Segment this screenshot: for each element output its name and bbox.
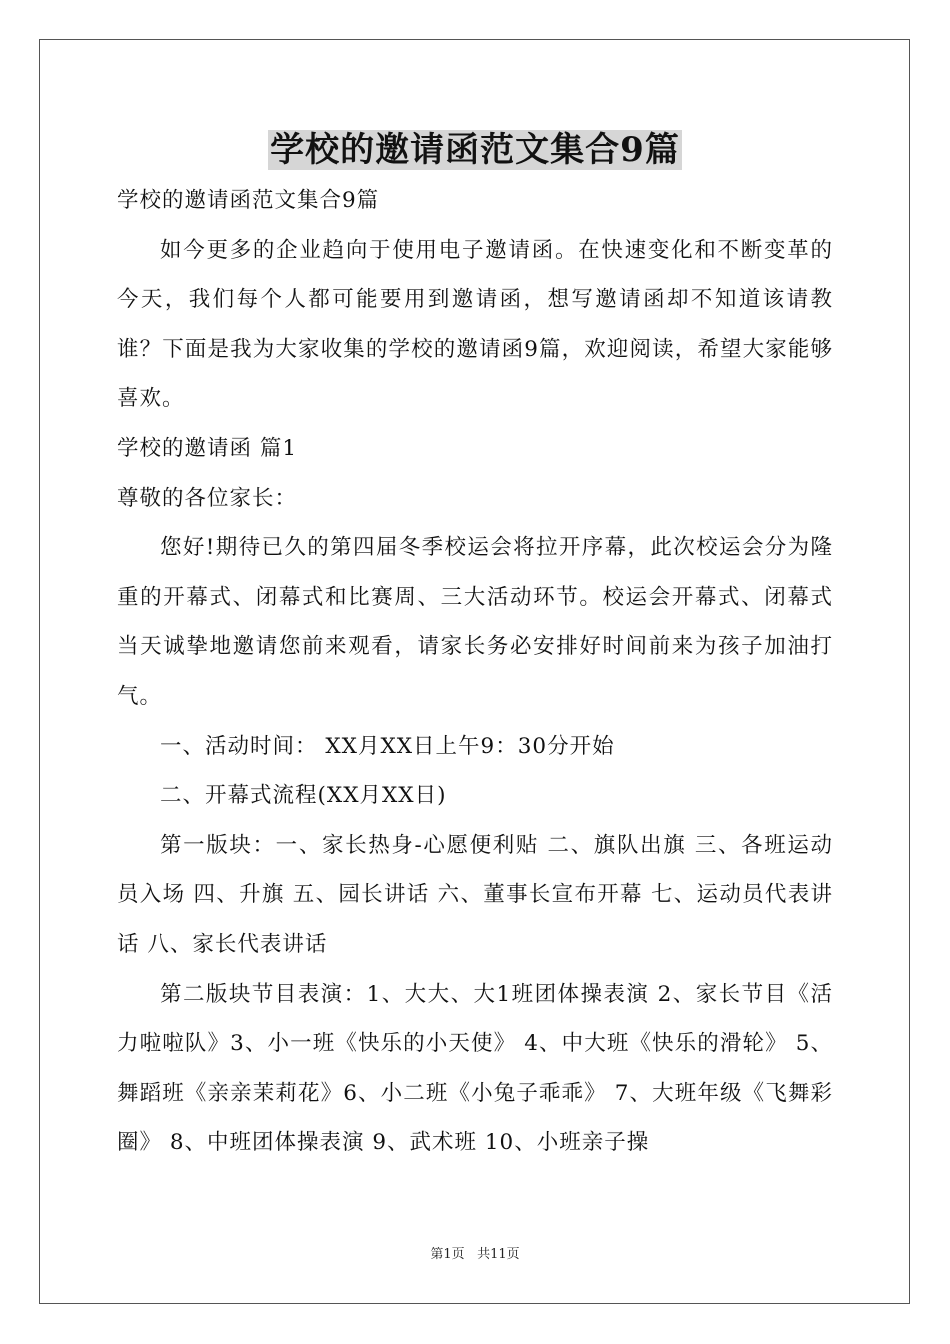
section-heading: 学校的邀请函 篇1 (117, 435, 298, 461)
salutation: 尊敬的各位家长： (117, 485, 298, 511)
body-paragraph: 第二版块节目表演：1、大大、大1班团体操表演 2、家长节目《活力啦啦队》3、小一班《快乐的小天使》 4、中大班《快乐的滑轮》 5、舞蹈班《亲亲茉莉花》6、小二班《小兔子乖乖》 7、大班年级《飞舞彩圈》 8、中班团体操表演 9、武术班 10、小班亲子操 (117, 981, 833, 1156)
body-paragraph: 一、活动时间： XX月XX日上午9：30分开始 (160, 733, 615, 759)
document-body (117, 176, 833, 1168)
page-number: 第1页 (430, 1247, 465, 1262)
body-paragraph: 您好!期待已久的第四届冬季校运会将拉开序幕，此次校运会分为隆重的开幕式、闭幕式和比赛周、三大活动环节。校运会开幕式、闭幕式当天诚挚地邀请您前来观看，请家长务必安排好时间前来为孩子加油打气。 (117, 535, 833, 709)
body-paragraph: 二、开幕式流程(XX月XX日) (160, 783, 447, 809)
page-footer (0, 1246, 950, 1264)
document-title (0, 128, 950, 172)
subtitle-line: 学校的邀请函范文集合9篇 (117, 188, 380, 213)
body-paragraph: 第一版块：一、家长热身-心愿便利贴 二、旗队出旗 三、各班运动员入场 四、升旗 五、园长讲话 六、董事长宣布开幕 七、运动员代表讲话 八、家长代表讲话 (117, 832, 833, 957)
document-title-text: 学校的邀请函范文集合9篇 (270, 130, 680, 170)
page-total: 共11页 (477, 1247, 520, 1262)
intro-paragraph: 如今更多的企业趋向于使用电子邀请函。在快速变化和不断变革的今天，我们每个人都可能要用到邀请函，想写邀请函却不知道该请教谁？下面是我为大家收集的学校的邀请函9篇，欢迎阅读，希望大家能够喜欢。 (117, 237, 833, 412)
